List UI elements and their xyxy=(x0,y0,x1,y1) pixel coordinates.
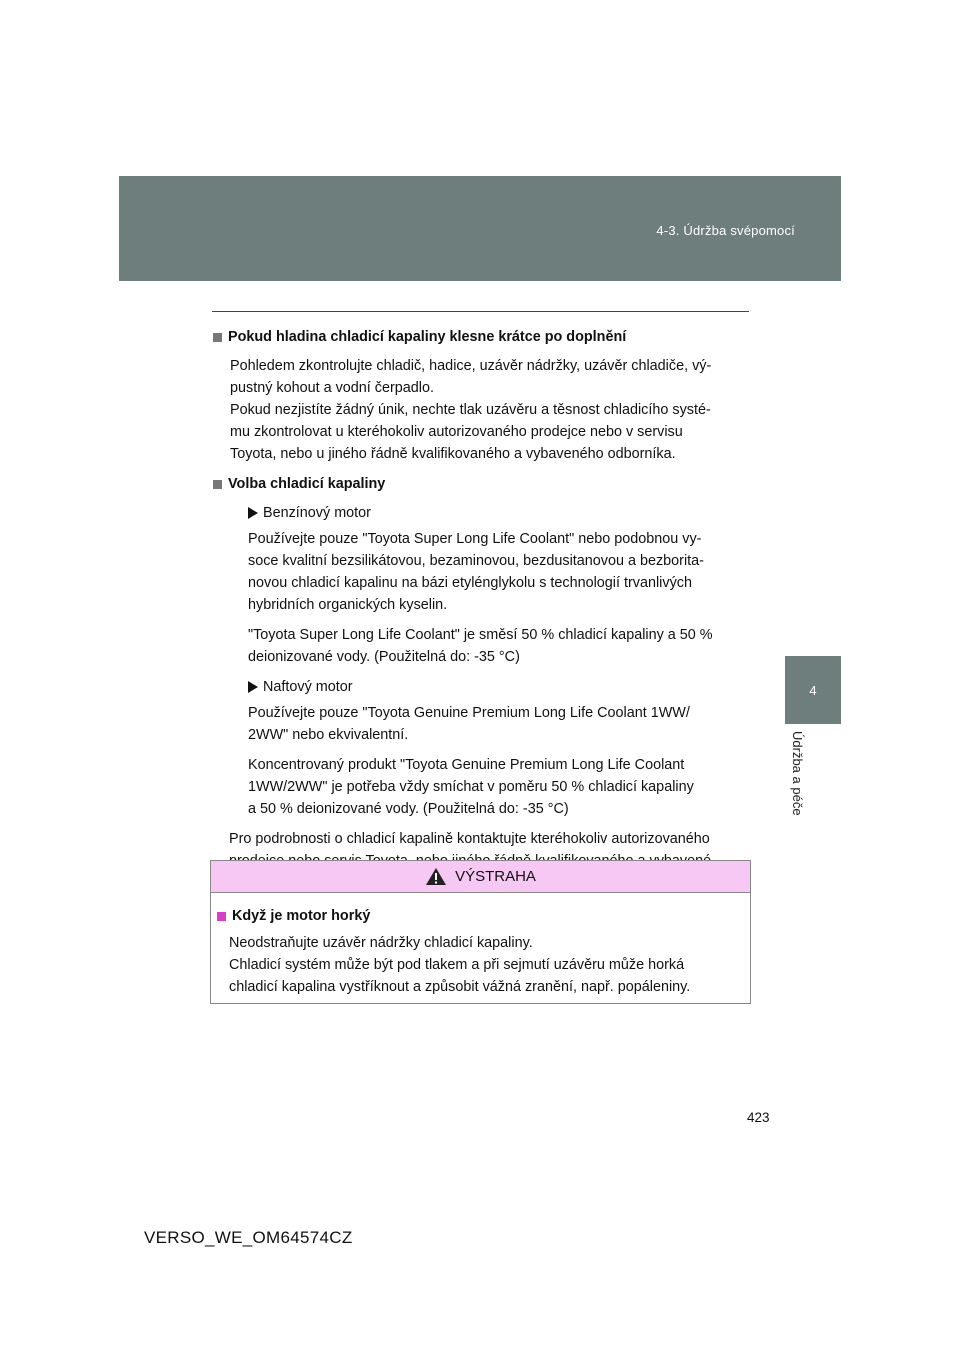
engine-type-label: Benzínový motor xyxy=(263,505,371,521)
text-line: hybridních organických kyselin. xyxy=(248,597,448,613)
paragraph xyxy=(230,355,744,465)
heading-text: Když je motor horký xyxy=(232,908,371,924)
text-line: deionizované vody. (Použitelná do: -35 °C) xyxy=(248,649,520,665)
section-heading xyxy=(212,326,744,348)
text-line: Chladicí systém může být pod tlakem a při sejmutí uzávěru může horká xyxy=(229,957,685,973)
engine-type-item xyxy=(248,502,744,524)
chapter-tab[interactable]: 4 xyxy=(785,656,841,724)
paragraph xyxy=(248,702,744,746)
text-line: Používejte pouze "Toyota Genuine Premium Long Life Coolant 1WW/ xyxy=(248,705,690,721)
main-content xyxy=(212,322,744,894)
text-line: 1WW/2WW" je potřeba vždy smíchat v poměru 50 % chladicí kapaliny xyxy=(248,779,694,795)
text-line: soce kvalitní bezsilikátovou, bezaminovou, bezdusitanovou a bezborita- xyxy=(248,553,704,569)
heading-text: Pokud hladina chladicí kapaliny klesne krátce po doplnění xyxy=(228,329,627,345)
text-line: Pro podrobnosti o chladicí kapalině kontaktujte kteréhokoliv autorizovaného xyxy=(229,831,710,847)
header-band xyxy=(119,176,841,281)
text-line: "Toyota Super Long Life Coolant" je směsí 50 % chladicí kapaliny a 50 % xyxy=(248,627,713,643)
text-line: Neodstraňujte uzávěr nádržky chladicí kapaliny. xyxy=(229,935,533,951)
warning-body xyxy=(211,893,750,998)
triangle-bullet-icon xyxy=(248,507,258,519)
text-line: Pokud nezjistíte žádný únik, nechte tlak uzávěru a těsnost chladicího systé- xyxy=(230,402,711,418)
warning-heading xyxy=(216,905,743,927)
text-line: Toyota, nebo u jiného řádně kvalifikovaného a vybaveného odborníka. xyxy=(230,446,676,462)
paragraph xyxy=(248,754,744,820)
text-line: chladicí kapalina vystříknout a způsobit vážná zranění, např. popáleniny. xyxy=(229,979,691,995)
paragraph xyxy=(248,624,744,668)
text-line: pustný kohout a vodní čerpadlo. xyxy=(230,380,435,396)
warning-title: VÝSTRAHA xyxy=(455,868,536,885)
square-bullet-icon xyxy=(213,333,222,342)
warning-box xyxy=(210,860,751,1004)
section-title: 4-3. Údržba svépomocí xyxy=(656,223,795,238)
paragraph xyxy=(248,528,744,616)
text-line: Pohledem zkontrolujte chladič, hadice, uzávěr nádržky, uzávěr chladiče, vý- xyxy=(230,358,712,374)
square-bullet-icon xyxy=(213,480,222,489)
triangle-bullet-icon xyxy=(248,681,258,693)
text-line: 2WW" nebo ekvivalentní. xyxy=(248,727,409,743)
chapter-label: Údržba a péče xyxy=(790,731,805,816)
text-line: Koncentrovaný produkt "Toyota Genuine Premium Long Life Coolant xyxy=(248,757,685,773)
heading-text: Volba chladicí kapaliny xyxy=(228,476,386,492)
paragraph xyxy=(229,932,743,998)
page-number: 423 xyxy=(747,1110,770,1125)
text-line: mu zkontrolovat u kteréhokoliv autorizovaného prodejce nebo v servisu xyxy=(230,424,683,440)
engine-type-item xyxy=(248,676,744,698)
text-line: a 50 % deionizované vody. (Použitelná do: -35 °C) xyxy=(248,801,569,817)
document-code: VERSO_WE_OM64574CZ xyxy=(144,1228,353,1247)
square-bullet-icon xyxy=(217,912,226,921)
engine-type-label: Naftový motor xyxy=(263,679,353,695)
text-line: novou chladicí kapalinu na bázi etylénglykolu s technologií trvanlivých xyxy=(248,575,692,591)
top-divider xyxy=(212,311,749,312)
text-line: Používejte pouze "Toyota Super Long Life Coolant" nebo podobnou vy- xyxy=(248,531,702,547)
warning-triangle-icon xyxy=(425,867,447,886)
side-band xyxy=(785,281,841,1121)
section-heading xyxy=(212,473,744,495)
warning-header xyxy=(211,861,750,893)
